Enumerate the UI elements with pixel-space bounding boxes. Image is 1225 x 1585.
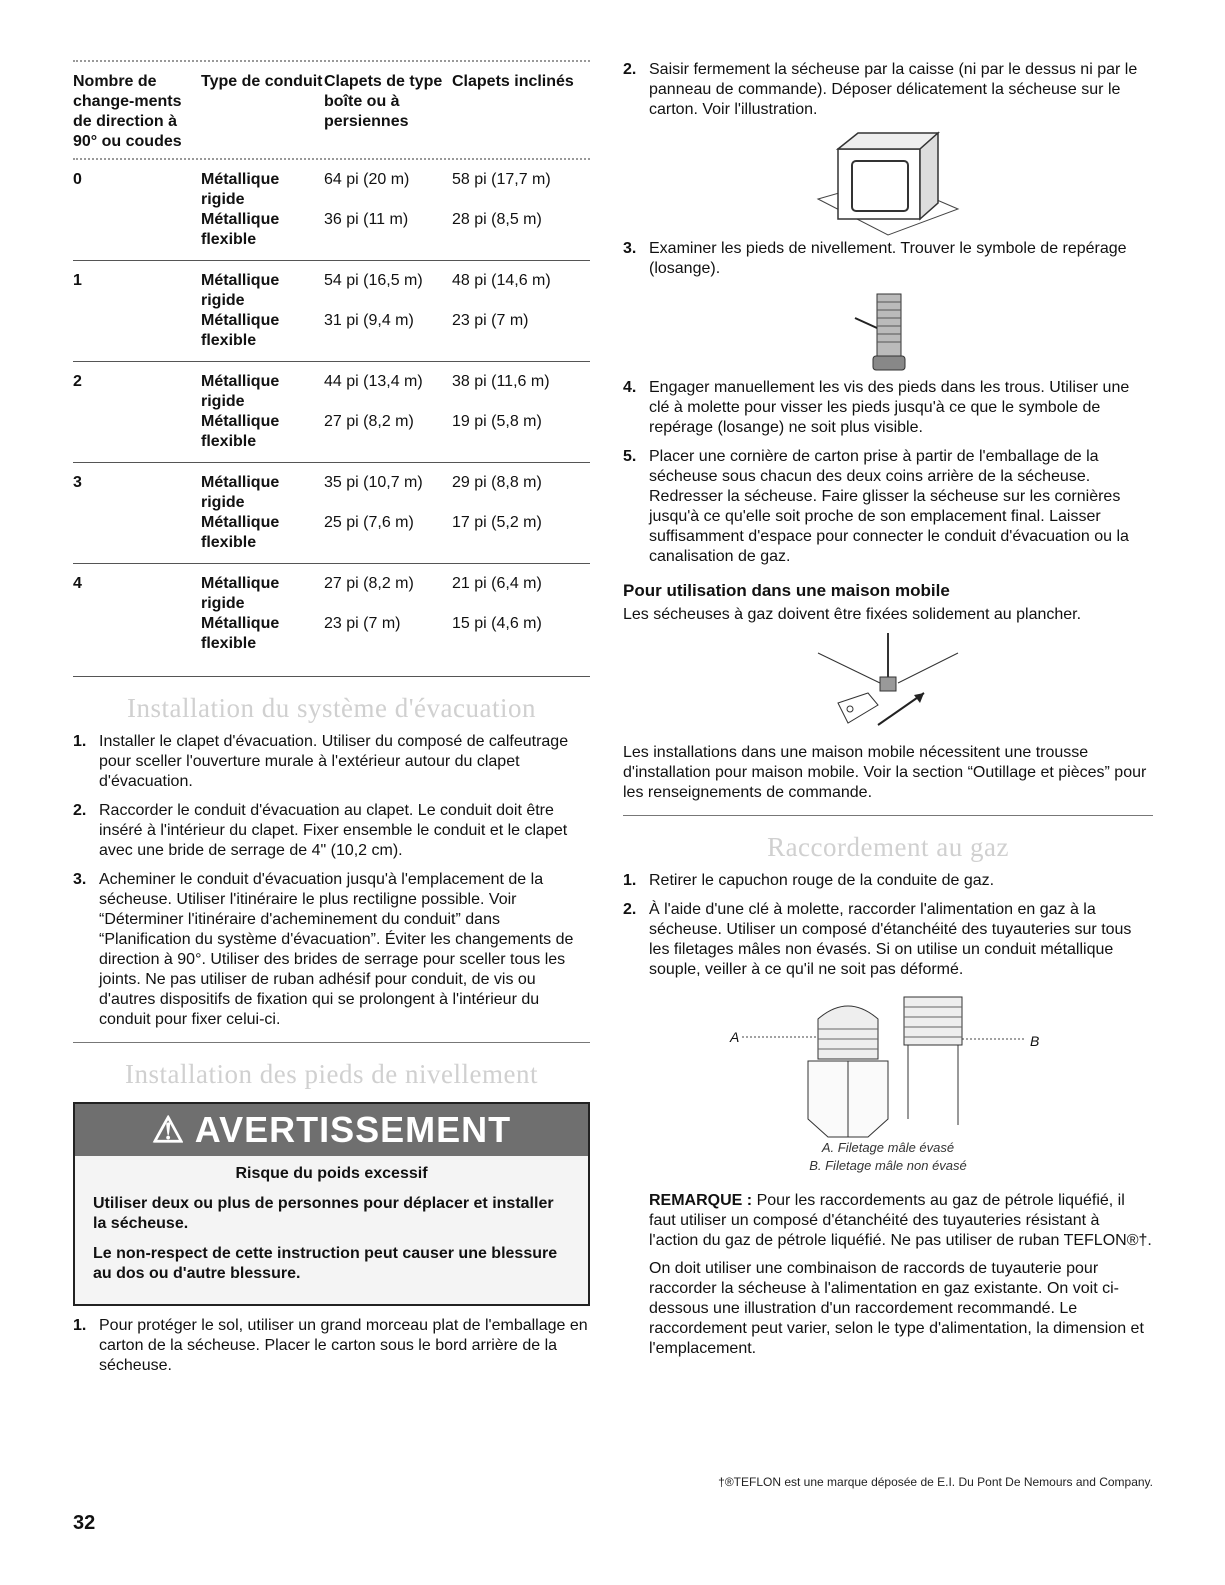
page-number: 32 (73, 1512, 96, 1534)
table-subrow (201, 311, 582, 351)
box-hood-cell: 54 pi (16,5 m) (324, 272, 423, 289)
leveling-steps-right (623, 60, 1153, 120)
leveling-step-3 (623, 239, 1153, 279)
type-cell: Métallique rigide (201, 474, 280, 511)
box-hood-cell: 31 pi (9,4 m) (324, 312, 414, 329)
list-item: 4. Engager manuellement les vis des pieds dans les trous. Utiliser une clé à molette pour visser les pieds jusqu'à ce que le symbole de repérage (losange) ne soit plus visible. (623, 379, 1130, 436)
header-angled-hood: Clapets inclinés (452, 73, 574, 90)
type-cell: Métallique flexible (201, 615, 280, 652)
warning-line-2: Le non-respect de cette instruction peut causer une blessure au dos ou d'autre blessure. (93, 1245, 558, 1282)
box-hood-cell: 27 pi (8,2 m) (324, 575, 414, 592)
table-subrow (201, 614, 582, 654)
mobile-home-text-2: Les installations dans une maison mobile nécessitent une trousse d'installation pour maison mobile. Voir la section “Outillage et pièces” pour les renseignements de commande. (623, 744, 1147, 801)
type-cell: Métallique flexible (201, 413, 280, 450)
label-b: B (1030, 1033, 1040, 1049)
list-item: 5. Placer une cornière de carton prise à partir de l'emballage de la sécheuse sous chacun des deux coins arrière de la sécheuse. Redresser la sécheuse. Faire glisser la sécheuse sur les cornières jusqu'à ce qu'elle soit proche de son emplacement final. Laisser suffisamment d'espace pour connecter le conduit d'évacuation ou la canalisation de gaz. (623, 448, 1129, 565)
row-subitems (201, 473, 582, 553)
turns-cell: 0 (73, 171, 82, 188)
left-column (73, 60, 590, 1385)
table-bottom-rule (73, 676, 590, 677)
table-row (73, 564, 590, 664)
table-row (73, 160, 590, 261)
type-cell: Métallique rigide (201, 373, 280, 410)
list-item: 2. Raccorder le conduit d'évacuation au clapet. Le conduit doit être inséré à l'intérieur du clapet. Fixer ensemble le conduit et le clapet avec une bride de serrage de 4" (10,2 cm). (73, 802, 568, 859)
row-subitems (201, 170, 582, 250)
table-row (73, 261, 590, 362)
row-subitems (201, 271, 582, 351)
angled-hood-cell: 38 pi (11,6 m) (452, 373, 550, 390)
caption-b: B. Filetage mâle non évasé (809, 1158, 967, 1173)
gas-steps (623, 871, 1153, 980)
angled-hood-cell: 17 pi (5,2 m) (452, 514, 542, 531)
list-item: 2. Saisir fermement la sécheuse par la caisse (ni par le dessus ni par le panneau de commande). Déposer délicatement la sécheuse sur le carton. Voir l'illustration. (623, 61, 1138, 118)
right-column (623, 60, 1153, 1367)
header-box-hood: Clapets de type boîte ou à persiennes (324, 73, 443, 130)
row-subitems (201, 372, 582, 452)
angled-hood-cell: 21 pi (6,4 m) (452, 575, 542, 592)
table-subrow (201, 372, 582, 412)
turns-cell: 2 (73, 373, 82, 390)
angled-hood-cell: 29 pi (8,8 m) (452, 474, 542, 491)
vent-table-body (73, 160, 590, 664)
turns-cell: 3 (73, 474, 82, 491)
exhaust-section-title: Installation du système d'évacuation (126, 693, 536, 723)
footnote: †®TEFLON est une marque déposée de E.I. Du Pont De Nemours and Company. (718, 1475, 1153, 1489)
warning-triangle-icon: ⚠ (151, 1109, 186, 1150)
turns-cell: 1 (73, 272, 82, 289)
angled-hood-cell: 23 pi (7 m) (452, 312, 529, 329)
warning-heading: AVERTISSEMENT (194, 1109, 512, 1150)
section-divider (73, 1042, 590, 1043)
note-text: Pour les raccordements au gaz de pétrole liquéfié, il faut utiliser un composé d'étanchéité des tuyauteries résistant à l'action du gaz de pétrole liquéfié. Ne pas utiliser de ruban TEFLON®†. (649, 1192, 1152, 1249)
table-subrow (201, 574, 582, 614)
box-hood-cell: 35 pi (10,7 m) (324, 474, 423, 491)
header-turns: Nombre de change-ments de direction à 90° ou coudes (73, 73, 182, 150)
warning-body (75, 1156, 588, 1304)
list-item: 1. Installer le clapet d'évacuation. Utiliser du composé de calfeutrage pour sceller l'ouverture murale à l'extérieur autour du clapet d'évacuation. (73, 733, 569, 790)
angled-hood-cell: 19 pi (5,8 m) (452, 413, 542, 430)
list-item: 2. À l'aide d'une clé à molette, raccorder l'alimentation en gaz à la sécheuse. Utiliser un composé d'étanchéité des tuyauteries sur tous les filetages mâles non évasés. Si on utilise un conduit métallique souple, veiller à ce qu'il ne soit pas déformé. (623, 901, 1132, 978)
list-item: 3. Examiner les pieds de nivellement. Trouver le symbole de repérage (losange). (623, 240, 1127, 277)
row-subitems (201, 574, 582, 654)
type-cell: Métallique rigide (201, 575, 280, 612)
table-subrow (201, 210, 582, 250)
header-type: Type de conduit (201, 73, 323, 90)
box-hood-cell: 23 pi (7 m) (324, 615, 401, 632)
exhaust-steps (73, 732, 590, 1030)
box-hood-cell: 25 pi (7,6 m) (324, 514, 414, 531)
list-item: 1. Pour protéger le sol, utiliser un grand morceau plat de l'emballage en carton de la sécheuse. Placer le carton sous le bord arrière de la sécheuse. (73, 1317, 588, 1374)
leveling-leg-illustration (853, 288, 923, 378)
warning-banner (75, 1104, 588, 1156)
type-cell: Métallique flexible (201, 312, 280, 349)
table-subrow (201, 513, 582, 553)
fittings-drawing (678, 989, 1098, 1139)
section-divider (623, 815, 1153, 816)
box-hood-cell: 44 pi (13,4 m) (324, 373, 423, 390)
table-subrow (201, 473, 582, 513)
table-subrow (201, 271, 582, 311)
caption-a: A. Filetage mâle évasé (821, 1140, 955, 1155)
list-item: 1. Retirer le capuchon rouge de la conduite de gaz. (623, 872, 995, 889)
type-cell: Métallique flexible (201, 211, 280, 248)
warning-box (73, 1102, 590, 1306)
box-hood-cell: 36 pi (11 m) (324, 211, 409, 228)
type-cell: Métallique flexible (201, 514, 280, 551)
table-row (73, 362, 590, 463)
angled-hood-cell: 28 pi (8,5 m) (452, 211, 542, 228)
type-cell: Métallique rigide (201, 272, 280, 309)
vent-table-header (73, 60, 590, 160)
dryer-on-carton-illustration (808, 129, 968, 239)
box-hood-cell: 64 pi (20 m) (324, 171, 410, 188)
box-hood-cell: 27 pi (8,2 m) (324, 413, 414, 430)
angled-hood-cell: 15 pi (4,6 m) (452, 615, 542, 632)
table-row (73, 463, 590, 564)
warning-risk: Risque du poids excessif (235, 1165, 428, 1182)
gas-note (623, 1191, 1153, 1251)
mobile-home-heading: Pour utilisation dans une maison mobile (623, 581, 950, 600)
mobile-home-text-1: Les sécheuses à gaz doivent être fixées solidement au plancher. (623, 606, 1082, 623)
label-a: A (730, 1029, 740, 1045)
type-cell: Métallique rigide (201, 171, 280, 208)
leveling-section-title: Installation des pieds de nivellement (125, 1059, 538, 1089)
leveling-steps-left (73, 1316, 590, 1376)
table-subrow (201, 412, 582, 452)
angled-hood-cell: 58 pi (17,7 m) (452, 171, 551, 188)
table-subrow (201, 170, 582, 210)
mobile-home-bracket-illustration (798, 633, 978, 743)
turns-cell: 4 (73, 575, 82, 592)
warning-line-1: Utiliser deux ou plus de personnes pour déplacer et installer la sécheuse. (93, 1195, 554, 1232)
angled-hood-cell: 48 pi (14,6 m) (452, 272, 551, 289)
gas-paragraph: On doit utiliser une combinaison de raccords de tuyauterie pour raccorder la sécheuse à l'alimentation en gaz existante. On voit ci-dessous une illustration d'un raccordement recommandé. Le raccordement peut varier, selon le type d'alimentation, la dimension et l'emplacement. (649, 1260, 1144, 1357)
note-label: REMARQUE : (649, 1192, 753, 1209)
list-item: 3. Acheminer le conduit d'évacuation jusqu'à l'emplacement de la sécheuse. Utiliser l'itinéraire le plus rectiligne possible. Voir “Déterminer l'itinéraire d'acheminement du conduit” dans “Planification du système d'évacuation”. Éviter les changements de direction à 90°. Utiliser des brides de serrage pour sceller tous les joints. Ne pas utiliser de ruban adhésif pour conduit, de vis ou d'autres dispositifs de fixation qui se prolongent à l'intérieur du conduit pour fixer celui-ci. (73, 871, 574, 1028)
leveling-steps-4-5 (623, 378, 1153, 567)
fittings-illustration (678, 989, 1098, 1139)
gas-section-title: Raccordement au gaz (767, 832, 1009, 862)
